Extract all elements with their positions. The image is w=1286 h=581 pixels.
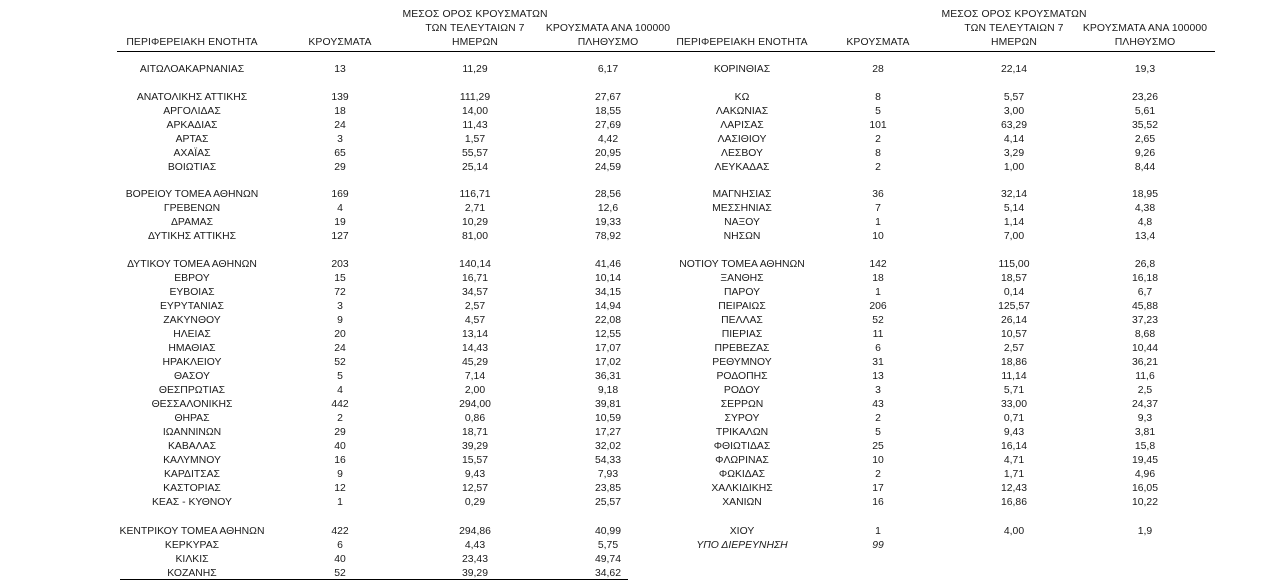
cell-region: ΣΕΡΡΩΝ (720, 399, 764, 410)
cell-region: ΜΕΣΣΗΝΙΑΣ (712, 203, 772, 214)
cell-cases: 52 (334, 568, 346, 579)
header-cases-right: ΚΡΟΥΣΜΑΤΑ (846, 37, 910, 48)
cell-region: ΚΟΡΙΝΘΙΑΣ (713, 64, 771, 75)
cell-cases: 15 (334, 273, 346, 284)
cell-region: ΛΑΡΙΣΑΣ (720, 120, 764, 131)
cell-per100k: 23,26 (1131, 92, 1158, 103)
cell-region: ΑΝΑΤΟΛΙΚΗΣ ΑΤΤΙΚΗΣ (136, 92, 248, 103)
header-region-right: ΠΕΡΙΦΕΡΕΙΑΚΗ ΕΝΟΤΗΤΑ (676, 37, 808, 48)
header-avg-left (395, 8, 555, 50)
cell-per100k: 23,85 (594, 483, 621, 494)
cell-per100k: 14,94 (594, 301, 621, 312)
cell-avg: 12,57 (461, 483, 488, 494)
cell-avg: 5,14 (1003, 203, 1025, 214)
cell-region: ΚΟΖΑΝΗΣ (167, 568, 217, 579)
cell-cases: 3 (337, 134, 343, 145)
cell-region: ΚΕΡΚΥΡΑΣ (164, 540, 220, 551)
header-avg-right (934, 8, 1094, 50)
cell-cases: 1 (875, 217, 881, 228)
header-avg-line2: ΤΩΝ ΤΕΛΕΥΤΑΙΩΝ 7 (425, 23, 525, 34)
cell-avg: 23,43 (461, 554, 488, 565)
cell-region: ΑΡΚΑΔΙΑΣ (166, 120, 218, 131)
cell-per100k: 3,81 (1134, 427, 1156, 438)
cell-cases: 13 (334, 64, 346, 75)
cell-per100k: 10,59 (594, 413, 621, 424)
header-avg-line3: ΗΜΕΡΩΝ (991, 37, 1037, 48)
cell-cases: 72 (334, 287, 346, 298)
cell-avg: 4,57 (464, 315, 486, 326)
cell-avg: 14,00 (461, 106, 488, 117)
cell-cases: 2 (875, 469, 881, 480)
cell-region: ΔΥΤΙΚΗΣ ΑΤΤΙΚΗΣ (147, 231, 237, 242)
header-rule-left (117, 51, 673, 52)
cell-region: ΑΙΤΩΛΟΑΚΑΡΝΑΝΙΑΣ (139, 64, 245, 75)
cell-per100k: 4,42 (597, 134, 619, 145)
cell-per100k: 25,57 (594, 497, 621, 508)
cell-per100k: 12,6 (597, 203, 619, 214)
cell-avg: 7,00 (1003, 231, 1025, 242)
cell-region: ΙΩΑΝΝΙΝΩΝ (162, 427, 222, 438)
cell-region: ΕΥΒΟΙΑΣ (169, 287, 215, 298)
cell-region: ΜΑΓΝΗΣΙΑΣ (712, 189, 772, 200)
cell-per100k: 24,37 (1131, 399, 1158, 410)
cell-region: ΣΥΡΟΥ (724, 413, 760, 424)
cell-avg: 18,71 (461, 427, 488, 438)
cell-cases: 7 (875, 203, 881, 214)
header-per100k-left (538, 22, 678, 50)
cell-avg: 1,71 (1003, 469, 1025, 480)
cell-cases: 8 (875, 148, 881, 159)
header-avg-line2: ΤΩΝ ΤΕΛΕΥΤΑΙΩΝ 7 (964, 23, 1064, 34)
cell-region: ΝΟΤΙΟΥ ΤΟΜΕΑ ΑΘΗΝΩΝ (679, 259, 805, 270)
cell-per100k: 9,26 (1134, 148, 1156, 159)
cell-per100k: 19,3 (1134, 64, 1156, 75)
cell-region: ΧΑΛΚΙΔΙΚΗΣ (711, 483, 773, 494)
cell-avg: 10,29 (461, 217, 488, 228)
cell-avg: 111,29 (459, 92, 491, 103)
cell-avg: 10,57 (1000, 329, 1027, 340)
cell-region: ΡΟΔΟΥ (723, 385, 761, 396)
cell-cases: 9 (337, 315, 343, 326)
cell-avg: 18,57 (1000, 273, 1027, 284)
cell-region: ΦΩΚΙΔΑΣ (718, 469, 766, 480)
cell-per100k: 15,8 (1134, 441, 1156, 452)
cell-region: ΚΑΒΑΛΑΣ (167, 441, 217, 452)
cell-avg: 11,14 (1001, 371, 1027, 382)
cell-per100k: 27,67 (594, 92, 621, 103)
cell-avg: 81,00 (461, 231, 488, 242)
cell-avg: 294,00 (459, 399, 491, 410)
cell-region: ΠΙΕΡΙΑΣ (721, 329, 763, 340)
cell-region: ΛΕΥΚΑΔΑΣ (714, 162, 770, 173)
cell-avg: 5,71 (1003, 385, 1025, 396)
cell-avg: 294,86 (459, 526, 491, 537)
cell-per100k: 41,46 (594, 259, 621, 270)
cell-cases: 5 (875, 427, 881, 438)
cell-region: ΗΛΕΙΑΣ (173, 329, 211, 340)
cell-region: ΠΑΡΟΥ (723, 287, 761, 298)
cell-cases: 12 (334, 483, 346, 494)
cell-avg: 63,29 (1000, 120, 1027, 131)
cell-avg: 5,57 (1003, 92, 1025, 103)
cell-per100k: 17,27 (594, 427, 621, 438)
cell-cases: 31 (872, 357, 884, 368)
cell-per100k: 45,88 (1131, 301, 1158, 312)
cell-region: ΚΙΛΚΙΣ (175, 554, 209, 565)
cell-cases: 10 (872, 231, 884, 242)
cell-avg: 39,29 (461, 568, 488, 579)
cell-cases: 1 (875, 287, 881, 298)
cell-region: ΕΒΡΟΥ (174, 273, 210, 284)
cell-per100k: 4,38 (1134, 203, 1156, 214)
cell-avg: 0,71 (1003, 413, 1025, 424)
cell-avg: 2,57 (1003, 343, 1025, 354)
header-cases-left: ΚΡΟΥΣΜΑΤΑ (308, 37, 372, 48)
cell-per100k: 2,65 (1134, 134, 1156, 145)
cell-region: ΘΗΡΑΣ (174, 413, 210, 424)
cell-region: ΧΑΝΙΩΝ (722, 497, 762, 508)
cell-avg: 3,29 (1003, 148, 1025, 159)
cell-per100k: 10,22 (1131, 497, 1158, 508)
cell-per100k: 11,6 (1135, 371, 1155, 382)
cell-avg: 4,71 (1003, 455, 1025, 466)
cell-region: ΚΑΣΤΟΡΙΑΣ (163, 483, 221, 494)
cell-per100k: 12,55 (594, 329, 621, 340)
cell-avg: 39,29 (461, 441, 488, 452)
cell-per100k: 26,8 (1134, 259, 1156, 270)
cell-avg: 26,14 (1000, 315, 1027, 326)
cell-cases: 19 (334, 217, 346, 228)
cell-cases: 65 (334, 148, 346, 159)
cell-avg: 1,57 (464, 134, 486, 145)
cell-per100k: 34,62 (594, 568, 621, 579)
cell-per100k: 2,5 (1137, 385, 1153, 396)
header-per100k-line1: ΚΡΟΥΣΜΑΤΑ ΑΝΑ 100000 (1082, 23, 1208, 34)
cell-per100k: 4,96 (1134, 469, 1156, 480)
cell-region: ΖΑΚΥΝΘΟΥ (163, 315, 221, 326)
cell-cases: 29 (334, 162, 346, 173)
cell-avg: 0,29 (464, 497, 486, 508)
cell-per100k: 13,4 (1134, 231, 1156, 242)
cell-per100k: 17,02 (594, 357, 621, 368)
cell-per100k: 19,45 (1131, 455, 1158, 466)
cell-avg: 0,86 (464, 413, 486, 424)
cell-region: ΓΡΕΒΕΝΩΝ (163, 203, 221, 214)
header-avg-line1: ΜΕΣΟΣ ΟΡΟΣ ΚΡΟΥΣΜΑΤΩΝ (402, 9, 548, 20)
cell-region: ΚΑΡΔΙΤΣΑΣ (164, 469, 220, 480)
header-avg-line1: ΜΕΣΟΣ ΟΡΟΣ ΚΡΟΥΣΜΑΤΩΝ (941, 9, 1087, 20)
cell-per100k: 5,75 (597, 540, 619, 551)
cell-cases: 13 (872, 371, 884, 382)
cell-cases: 28 (872, 64, 884, 75)
cell-cases: 40 (334, 554, 346, 565)
cell-cases: 40 (334, 441, 346, 452)
cell-region: ΤΡΙΚΑΛΩΝ (715, 427, 769, 438)
cell-avg: 2,00 (464, 385, 486, 396)
header-rule-right (667, 51, 1215, 52)
cell-avg: 22,14 (1000, 64, 1027, 75)
cell-cases: 2 (875, 413, 881, 424)
cell-cases: 1 (337, 497, 343, 508)
cell-per100k: 22,08 (594, 315, 621, 326)
cell-avg: 18,86 (1000, 357, 1027, 368)
cell-cases: 9 (337, 469, 343, 480)
cell-avg: 125,57 (998, 301, 1030, 312)
cell-region: ΔΥΤΙΚΟΥ ΤΟΜΕΑ ΑΘΗΝΩΝ (127, 259, 257, 270)
cell-cases: 1 (875, 526, 881, 537)
cell-avg: 16,14 (1000, 441, 1027, 452)
cell-per100k: 6,7 (1137, 287, 1153, 298)
cell-avg: 2,71 (464, 203, 486, 214)
cell-region: ΑΧΑΪΑΣ (173, 148, 211, 159)
cell-per100k: 7,93 (597, 469, 619, 480)
cell-per100k: 6,17 (597, 64, 619, 75)
cell-cases: 206 (869, 301, 887, 312)
cell-per100k: 8,44 (1134, 162, 1156, 173)
cell-region: ΚΩ (734, 92, 750, 103)
cell-region: ΘΑΣΟΥ (174, 371, 210, 382)
cell-region: ΚΑΛΥΜΝΟΥ (163, 455, 221, 466)
cell-avg: 116,71 (459, 189, 491, 200)
cell-region: ΝΑΞΟΥ (724, 217, 760, 228)
cell-avg: 1,00 (1003, 162, 1025, 173)
cell-avg: 32,14 (1000, 189, 1027, 200)
cell-avg: 34,57 (461, 287, 488, 298)
cell-region: ΧΙΟΥ (729, 526, 755, 537)
cell-per100k: 18,95 (1131, 189, 1158, 200)
cell-region: ΛΕΣΒΟΥ (721, 148, 763, 159)
cell-region: ΚΕΝΤΡΙΚΟΥ ΤΟΜΕΑ ΑΘΗΝΩΝ (119, 526, 265, 537)
header-per100k-line2: ΠΛΗΘΥΣΜΟ (1114, 37, 1176, 48)
header-avg-line3: ΗΜΕΡΩΝ (452, 37, 498, 48)
cell-cases: 3 (337, 301, 343, 312)
cell-region: ΛΑΣΙΘΙΟΥ (717, 134, 767, 145)
cell-region: ΠΕΙΡΑΙΩΣ (718, 301, 766, 312)
cell-region: ΘΕΣΠΡΩΤΙΑΣ (158, 385, 226, 396)
cell-avg: 13,14 (461, 329, 488, 340)
cell-per100k: 78,92 (594, 231, 621, 242)
cell-avg: 16,71 (461, 273, 488, 284)
cell-cases: 6 (875, 343, 881, 354)
cell-cases: 127 (331, 231, 349, 242)
cell-avg: 25,14 (461, 162, 488, 173)
cell-per100k: 19,33 (594, 217, 621, 228)
cell-avg: 9,43 (464, 469, 486, 480)
cell-avg: 1,14 (1003, 217, 1025, 228)
cell-avg: 33,00 (1000, 399, 1027, 410)
cell-per100k: 20,95 (594, 148, 621, 159)
cell-avg: 4,14 (1003, 134, 1025, 145)
cell-region: ΚΕΑΣ - ΚΥΘΝΟΥ (152, 497, 232, 508)
cell-cases: 16 (872, 497, 884, 508)
cell-region: ΛΑΚΩΝΙΑΣ (715, 106, 769, 117)
cell-per100k: 37,23 (1131, 315, 1158, 326)
cell-region: ΕΥΡΥΤΑΝΙΑΣ (160, 301, 224, 312)
cell-cases: 5 (875, 106, 881, 117)
cell-cases: 6 (337, 540, 343, 551)
cell-cases: 101 (869, 120, 887, 131)
cell-region: ΥΠΟ ΔΙΕΡΕΥΝΗΣΗ (696, 540, 788, 551)
cell-cases: 16 (334, 455, 346, 466)
cell-per100k: 34,15 (594, 287, 621, 298)
cell-cases: 442 (331, 399, 349, 410)
cell-avg: 4,00 (1003, 526, 1025, 537)
cell-per100k: 39,81 (594, 399, 621, 410)
cell-cases: 2 (337, 413, 343, 424)
cell-region: ΦΘΙΩΤΙΔΑΣ (713, 441, 771, 452)
cell-cases: 52 (334, 357, 346, 368)
cell-cases: 142 (869, 259, 887, 270)
cell-cases: 4 (337, 385, 343, 396)
header-region-left: ΠΕΡΙΦΕΡΕΙΑΚΗ ΕΝΟΤΗΤΑ (126, 37, 258, 48)
cell-per100k: 9,3 (1137, 413, 1153, 424)
cell-avg: 7,14 (464, 371, 486, 382)
cell-region: ΦΛΩΡΙΝΑΣ (715, 455, 769, 466)
cell-cases: 10 (872, 455, 884, 466)
cell-cases: 422 (331, 526, 349, 537)
cell-region: ΗΡΑΚΛΕΙΟΥ (162, 357, 222, 368)
cell-cases: 3 (875, 385, 881, 396)
cell-region: ΒΟΙΩΤΙΑΣ (167, 162, 217, 173)
cell-cases: 29 (334, 427, 346, 438)
cell-avg: 0,14 (1003, 287, 1025, 298)
cell-cases: 11 (872, 329, 884, 340)
cell-avg: 55,57 (461, 148, 488, 159)
cell-per100k: 36,21 (1131, 357, 1158, 368)
cell-avg: 12,43 (1000, 483, 1027, 494)
cell-per100k: 1,9 (1137, 526, 1153, 537)
cell-region: ΠΡΕΒΕΖΑΣ (714, 343, 770, 354)
cell-per100k: 16,05 (1131, 483, 1158, 494)
cell-region: ΘΕΣΣΑΛΟΝΙΚΗΣ (151, 399, 233, 410)
cell-per100k: 24,59 (594, 162, 621, 173)
cell-avg: 115,00 (998, 259, 1030, 270)
cell-region: ΗΜΑΘΙΑΣ (168, 343, 216, 354)
cell-per100k: 35,52 (1131, 120, 1158, 131)
cell-cases: 52 (872, 315, 884, 326)
cell-cases: 24 (334, 120, 346, 131)
cell-cases: 43 (872, 399, 884, 410)
cell-per100k: 8,68 (1134, 329, 1156, 340)
cell-cases: 8 (875, 92, 881, 103)
cell-per100k: 18,55 (594, 106, 621, 117)
cell-per100k: 9,18 (597, 385, 619, 396)
cell-avg: 4,43 (464, 540, 486, 551)
cell-cases: 5 (337, 371, 343, 382)
cell-cases: 4 (337, 203, 343, 214)
cell-cases: 18 (872, 273, 884, 284)
cell-cases: 99 (872, 540, 884, 551)
cell-avg: 15,57 (461, 455, 488, 466)
cell-per100k: 49,74 (594, 554, 621, 565)
cell-region: ΒΟΡΕΙΟΥ ΤΟΜΕΑ ΑΘΗΝΩΝ (125, 189, 259, 200)
cell-per100k: 4,8 (1137, 217, 1153, 228)
cell-region: ΞΑΝΘΗΣ (720, 273, 764, 284)
cell-cases: 2 (875, 134, 881, 145)
cell-avg: 140,14 (459, 259, 491, 270)
cell-avg: 11,43 (462, 120, 488, 131)
cell-per100k: 10,14 (594, 273, 621, 284)
cell-cases: 139 (331, 92, 349, 103)
cell-region: ΡΟΔΟΠΗΣ (716, 371, 768, 382)
cell-avg: 14,43 (461, 343, 488, 354)
cell-avg: 16,86 (1000, 497, 1027, 508)
cell-avg: 11,29 (462, 64, 488, 75)
cell-per100k: 54,33 (594, 455, 621, 466)
cell-per100k: 28,56 (594, 189, 621, 200)
cell-cases: 25 (872, 441, 884, 452)
cell-cases: 169 (331, 189, 349, 200)
cell-avg: 45,29 (461, 357, 488, 368)
cell-cases: 2 (875, 162, 881, 173)
cell-per100k: 17,07 (594, 343, 621, 354)
cell-per100k: 16,18 (1131, 273, 1158, 284)
cell-cases: 36 (872, 189, 884, 200)
cell-region: ΡΕΘΥΜΝΟΥ (712, 357, 772, 368)
header-per100k-line2: ΠΛΗΘΥΣΜΟ (577, 37, 639, 48)
cell-cases: 20 (334, 329, 346, 340)
cell-cases: 24 (334, 343, 346, 354)
cell-region: ΔΡΑΜΑΣ (170, 217, 214, 228)
cell-per100k: 40,99 (594, 526, 621, 537)
cell-avg: 9,43 (1003, 427, 1025, 438)
cell-region: ΠΕΛΛΑΣ (721, 315, 763, 326)
cell-cases: 17 (872, 483, 884, 494)
cell-per100k: 36,31 (594, 371, 621, 382)
cell-region: ΝΗΣΩΝ (723, 231, 761, 242)
cell-per100k: 5,61 (1134, 106, 1156, 117)
cell-per100k: 32,02 (594, 441, 621, 452)
cell-per100k: 10,44 (1131, 343, 1158, 354)
cell-avg: 2,57 (464, 301, 486, 312)
cell-avg: 3,00 (1003, 106, 1025, 117)
header-per100k-line1: ΚΡΟΥΣΜΑΤΑ ΑΝΑ 100000 (545, 23, 671, 34)
cell-cases: 203 (331, 259, 349, 270)
cell-region: ΑΡΤΑΣ (175, 134, 209, 145)
cell-region: ΑΡΓΟΛΙΔΑΣ (163, 106, 221, 117)
cell-cases: 18 (334, 106, 346, 117)
header-per100k-right (1075, 22, 1215, 50)
cell-per100k: 27,69 (594, 120, 621, 131)
